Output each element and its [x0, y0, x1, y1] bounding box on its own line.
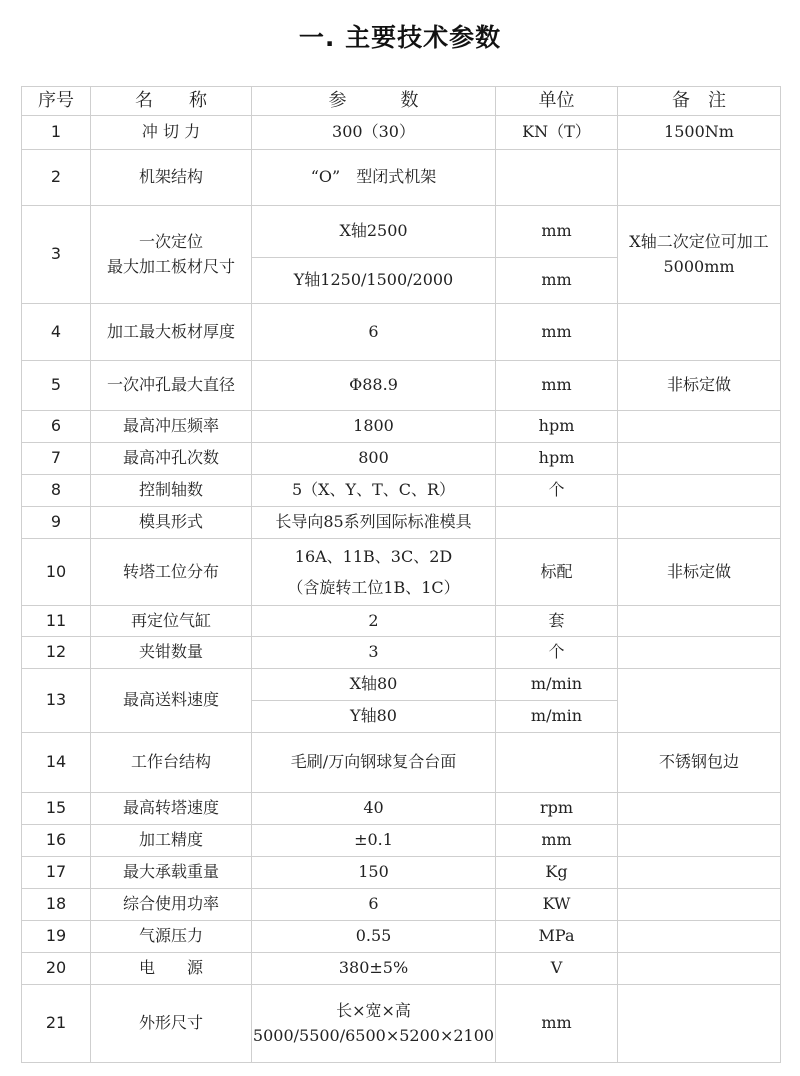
- header-note: 备 注: [618, 87, 781, 116]
- row-note: [618, 669, 781, 733]
- row-unit: Kg: [496, 857, 618, 889]
- row-number: 7: [22, 443, 91, 475]
- row-number: 19: [22, 921, 91, 953]
- row-note: 不锈钢包边: [618, 733, 781, 793]
- table-row: [22, 475, 781, 507]
- row-param: 6: [252, 889, 496, 921]
- row-number: 6: [22, 411, 91, 443]
- row-name: 最大承载重量: [91, 857, 252, 889]
- row-unit: hpm: [496, 411, 618, 443]
- row-note: [618, 985, 781, 1063]
- row-number: 2: [22, 150, 91, 206]
- row-number: 11: [22, 606, 91, 637]
- row-note-line2: 5000mm: [663, 256, 735, 276]
- header-param: 参 数: [252, 87, 496, 116]
- row-note: [618, 857, 781, 889]
- table-row: [22, 443, 781, 475]
- row-param: 300（30）: [252, 116, 496, 150]
- row-unit: 套: [496, 606, 618, 637]
- table-row: [22, 985, 781, 1063]
- row-param-line1: 长×宽×高: [336, 1000, 411, 1020]
- row-note: [618, 825, 781, 857]
- row-number: 17: [22, 857, 91, 889]
- row-name: 最高送料速度: [91, 669, 252, 733]
- row-note-line1: X轴二次定位可加工: [629, 231, 769, 251]
- header-seq: 序号: [22, 87, 91, 116]
- row-note: 非标定做: [618, 361, 781, 411]
- row-param: ±0.1: [252, 825, 496, 857]
- table-row: [22, 857, 781, 889]
- row-number: 9: [22, 507, 91, 539]
- row-number: 4: [22, 304, 91, 361]
- row-note: [618, 507, 781, 539]
- row-unit: 标配: [496, 539, 618, 606]
- row-param: 1800: [252, 411, 496, 443]
- row-number: 3: [22, 206, 91, 304]
- row-unit-b: mm: [496, 258, 618, 304]
- table-row: [22, 669, 781, 701]
- row-unit-a: m/min: [496, 669, 618, 701]
- row-name: 模具形式: [91, 507, 252, 539]
- row-unit: [496, 150, 618, 206]
- row-param: [252, 985, 496, 1063]
- row-name: 外形尺寸: [91, 985, 252, 1063]
- header-unit: 单位: [496, 87, 618, 116]
- table-row: [22, 606, 781, 637]
- row-name: 加工精度: [91, 825, 252, 857]
- spec-table: [21, 86, 781, 1063]
- row-unit: 个: [496, 475, 618, 507]
- row-number: 21: [22, 985, 91, 1063]
- row-unit: 个: [496, 637, 618, 669]
- row-param: 2: [252, 606, 496, 637]
- row-name: 工作台结构: [91, 733, 252, 793]
- row-param: 380±5%: [252, 953, 496, 985]
- row-number: 5: [22, 361, 91, 411]
- row-name: 电 源: [91, 953, 252, 985]
- table-row: [22, 921, 781, 953]
- row-param-a: X轴2500: [252, 206, 496, 258]
- row-param: 3: [252, 637, 496, 669]
- table-row: [22, 304, 781, 361]
- row-number: 20: [22, 953, 91, 985]
- row-name: [91, 206, 252, 304]
- row-name: 再定位气缸: [91, 606, 252, 637]
- table-row: [22, 411, 781, 443]
- table-row: [22, 206, 781, 258]
- page-title: 一. 主要技术参数: [298, 23, 502, 52]
- table-row: [22, 637, 781, 669]
- row-number: 15: [22, 793, 91, 825]
- row-name: 机架结构: [91, 150, 252, 206]
- table-row: [22, 150, 781, 206]
- row-number: 16: [22, 825, 91, 857]
- row-unit-a: mm: [496, 206, 618, 258]
- row-param-b: Y轴80: [252, 701, 496, 733]
- row-unit: hpm: [496, 443, 618, 475]
- row-note: [618, 411, 781, 443]
- row-note: [618, 206, 781, 304]
- row-param: [252, 539, 496, 606]
- row-note: [618, 606, 781, 637]
- table-row: [22, 793, 781, 825]
- row-param: Φ88.9: [252, 361, 496, 411]
- row-number: 8: [22, 475, 91, 507]
- row-unit-b: m/min: [496, 701, 618, 733]
- row-param: 0.55: [252, 921, 496, 953]
- row-number: 14: [22, 733, 91, 793]
- row-param: 毛刷/万向钢球复合台面: [252, 733, 496, 793]
- row-unit: mm: [496, 361, 618, 411]
- row-unit: [496, 733, 618, 793]
- row-name: 控制轴数: [91, 475, 252, 507]
- table-row: [22, 953, 781, 985]
- header-name: 名 称: [91, 87, 252, 116]
- row-note: [618, 304, 781, 361]
- table-header-row: [22, 87, 781, 116]
- row-name-line1: 一次定位: [138, 231, 203, 251]
- row-number: 18: [22, 889, 91, 921]
- row-number: 10: [22, 539, 91, 606]
- row-param-a: X轴80: [252, 669, 496, 701]
- row-note: [618, 889, 781, 921]
- row-number: 12: [22, 637, 91, 669]
- row-param-line2: 5000/5500/6500×5200×2100: [252, 1025, 495, 1045]
- table-row: [22, 116, 781, 150]
- row-name: 气源压力: [91, 921, 252, 953]
- row-note: [618, 793, 781, 825]
- row-name: 最高转塔速度: [91, 793, 252, 825]
- row-param: 800: [252, 443, 496, 475]
- row-number: 1: [22, 116, 91, 150]
- row-param-line1: 16A、11B、3C、2D: [294, 547, 453, 566]
- row-name: 加工最大板材厚度: [91, 304, 252, 361]
- row-unit: mm: [496, 304, 618, 361]
- row-param: 长导向85系列国际标准模具: [252, 507, 496, 539]
- row-number: 13: [22, 669, 91, 733]
- table-row: [22, 361, 781, 411]
- row-unit: mm: [496, 985, 618, 1063]
- row-name-line2: 最大加工板材尺寸: [106, 256, 235, 276]
- row-param: 5（X、Y、T、C、R）: [252, 475, 496, 507]
- row-unit: KW: [496, 889, 618, 921]
- row-note: 1500Nm: [618, 116, 781, 150]
- row-unit: [496, 507, 618, 539]
- row-name: 综合使用功率: [91, 889, 252, 921]
- row-param-line2: （含旋转工位1B、1C）: [287, 578, 460, 597]
- row-unit: mm: [496, 825, 618, 857]
- table-row: [22, 539, 781, 606]
- row-note: [618, 921, 781, 953]
- row-unit: rpm: [496, 793, 618, 825]
- row-note: [618, 443, 781, 475]
- row-unit: V: [496, 953, 618, 985]
- row-note: 非标定做: [618, 539, 781, 606]
- row-param: 40: [252, 793, 496, 825]
- row-unit: MPa: [496, 921, 618, 953]
- row-unit: KN（T）: [496, 116, 618, 150]
- row-note: [618, 150, 781, 206]
- table-row: [22, 507, 781, 539]
- table-row: [22, 733, 781, 793]
- row-name: 一次冲孔最大直径: [91, 361, 252, 411]
- row-name: 最高冲孔次数: [91, 443, 252, 475]
- row-param: “O” 型闭式机架: [252, 150, 496, 206]
- row-param: 150: [252, 857, 496, 889]
- row-note: [618, 475, 781, 507]
- row-param: 6: [252, 304, 496, 361]
- row-param-b: Y轴1250/1500/2000: [252, 258, 496, 304]
- row-note: [618, 953, 781, 985]
- row-note: [618, 637, 781, 669]
- row-name: 转塔工位分布: [91, 539, 252, 606]
- row-name: 夹钳数量: [91, 637, 252, 669]
- row-name: 最高冲压频率: [91, 411, 252, 443]
- table-row: [22, 825, 781, 857]
- table-row: [22, 889, 781, 921]
- row-name: 冲 切 力: [91, 116, 252, 150]
